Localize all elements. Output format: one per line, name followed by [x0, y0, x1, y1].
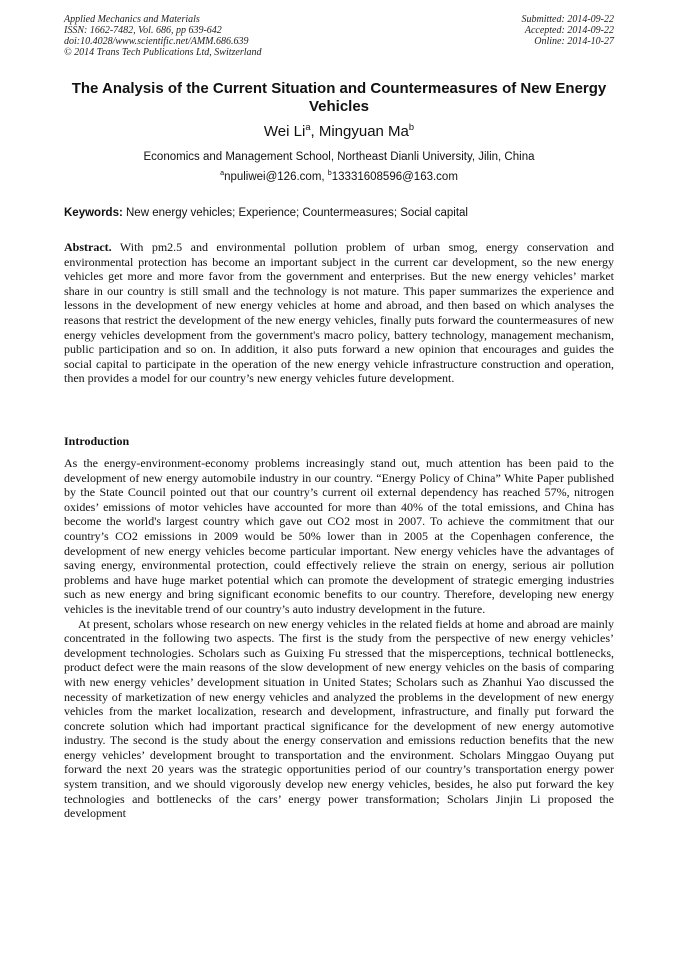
- issn-line: ISSN: 1662-7482, Vol. 686, pp 639-642: [64, 25, 222, 36]
- email-address[interactable]: npuliwei@126.com: [224, 171, 322, 183]
- online-date: Online: 2014-10-27: [534, 36, 614, 47]
- author-superscript: a: [305, 122, 311, 132]
- keywords-text: New energy vehicles; Experience; Countermeasures; Social capital: [126, 207, 468, 219]
- author-name: Mingyuan Ma: [318, 123, 409, 140]
- author-name: Wei Li: [263, 123, 306, 140]
- copyright-line: © 2014 Trans Tech Publications Ltd, Switzerland: [64, 47, 262, 58]
- abstract-section: [64, 240, 614, 386]
- author-superscript: b: [408, 122, 415, 132]
- keywords-section: [64, 206, 614, 220]
- paper-title: The Analysis of the Current Situation and Countermeasures of New Energy Vehicles: [71, 80, 607, 115]
- publication-dates: [522, 14, 615, 47]
- paragraph: At present, scholars whose research on new energy vehicles in the related fields at home and abroad are mainly concentrated in the following two aspects. The first is the study from the perspective of new energy vehicles’ development technologies. Scholars such as Guixing Fu stressed that the misperceptions, technical bottlenecks, product defect were the main reasons of the slow development of new energy vehicles on the basis of comparing with new energy vehicles’ development situation in United States; Scholars such as Zhanhui Yao discussed the necessity of marketization of new energy vehicles and analyzed the problems in the development of new energy vehicles from the market localization, research and development, infrastructure, and finally put forward the concrete solution which had important practical significance for the development of new energy automotive industry. The second is the study about the energy conservation and emissions reduction benefits that the new energy vehicles’ development brought to transportation and the environment. Scholars Minggao Ouyang put forward the next 20 years was the strategic opportunities period of our country’s transportation energy power system transition, and we should vigorously develop new energy vehicles, besides, he also put forward the key technologies and bottlenecks of the cars’ energy power transformation; Scholars Jinjin Li proposed the development: [64, 616, 614, 821]
- keywords-label: Keywords:: [64, 207, 123, 219]
- email-superscript: a: [220, 169, 225, 178]
- author-separator: ,: [310, 123, 319, 140]
- introduction-body: [64, 456, 614, 821]
- author-list: [64, 123, 614, 141]
- submitted-date: Submitted: 2014-09-22: [521, 14, 614, 25]
- affiliation: Economics and Management School, Northeast Dianli University, Jilin, China: [143, 151, 535, 163]
- email-superscript: b: [327, 169, 332, 178]
- journal-info: [64, 14, 262, 58]
- email-address[interactable]: 13331608596@163.com: [331, 171, 458, 183]
- abstract-label: Abstract.: [64, 240, 112, 254]
- accepted-date: Accepted: 2014-09-22: [524, 25, 614, 36]
- introduction-heading: Introduction: [64, 434, 130, 448]
- doi-line: doi:10.4028/www.scientific.net/AMM.686.639: [64, 36, 249, 47]
- abstract-text: With pm2.5 and environmental pollution problem of urban smog, energy conservation and environmental protection has become an important subject in the current car development, so the new energy vehicles get more and more favor from the government and enterprises. But the new energy vehicles’ market share in our country is still small and the technology is not mature. This paper summarizes the experience and lessons in the development of new energy vehicles at home and abroad, and then based on which analyses the reasons that restrict the development of the new energy vehicles, finally puts forward the countermeasures of new energy vehicles development from the government's macro policy, battery technology, management mechanism, public participation and so on. In addition, it also puts forward a new opinion that encourages and guides the social capital to participate in the operation of the new energy vehicle infrastructure construction and operation, then provides a model for our country’s new energy vehicles future development.: [64, 240, 614, 386]
- email-separator: ,: [321, 171, 328, 183]
- paragraph: As the energy-environment-economy problems increasingly stand out, much attention has been paid to the development of new energy automobile industry in our country. “Energy Policy of China” White Paper published by the State Council pointed out that our country’s current oil external dependency has reached 57%, nitrogen oxides’ emissions of motor vehicles have accounted for more than 40% of the total emissions, and China has become the world's largest country which gave out CO2 most in 2007. To achieve the commitment that our country’s CO2 emissions in 2009 would be 50% lower than in 2005 at the Copenhagen conference, the development of new energy vehicles become particular important. New energy vehicles have the advantages of saving energy, environmental protection, could effectively relieve the strain on energy, serious air pollution problems and have huge market potential which can promote the development of strategic emerging industries such as new energy and bring significant economic benefits to our country. Therefore, developing new energy vehicles is the inevitable trend of our country’s auto industry development in the future.: [64, 456, 614, 616]
- email-list: [64, 170, 614, 184]
- journal-name: Applied Mechanics and Materials: [64, 14, 200, 25]
